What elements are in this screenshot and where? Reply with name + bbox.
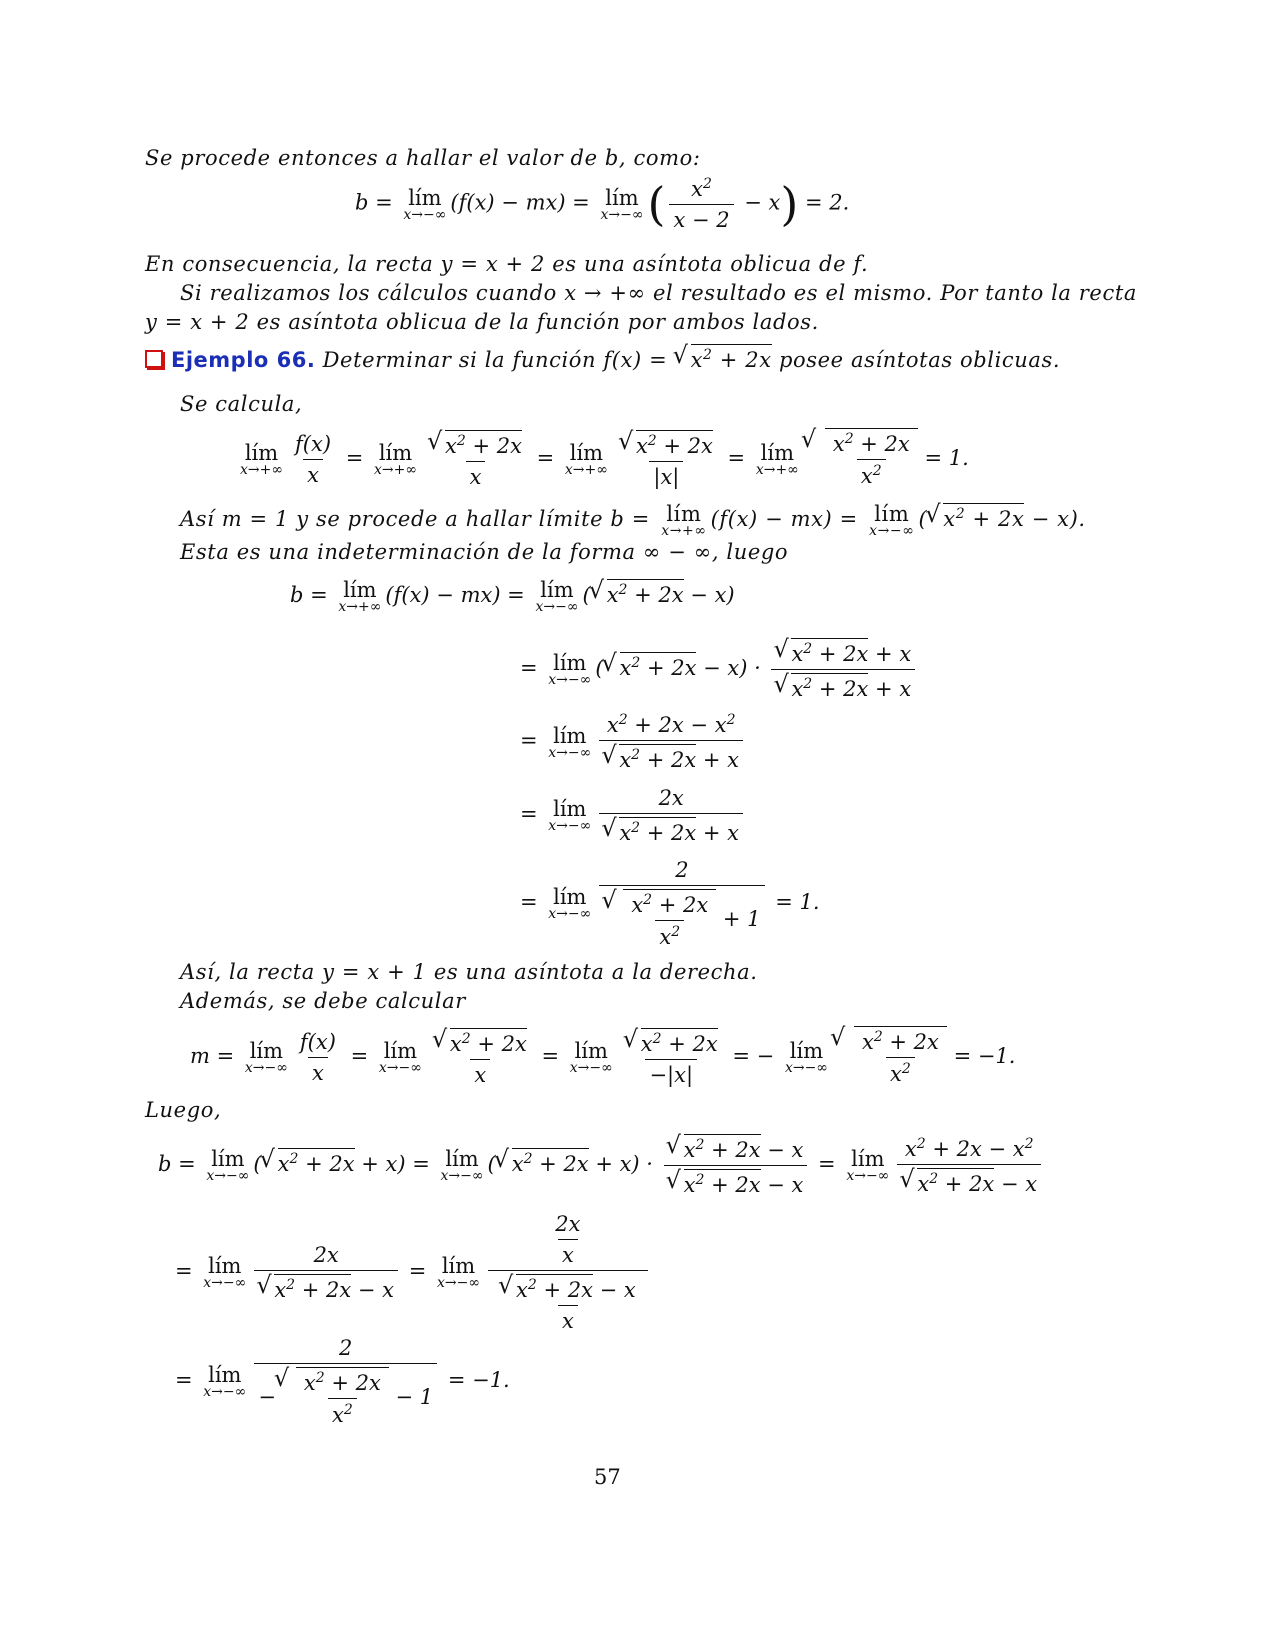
equation-b-left-step1: b = lím x→−∞ (√ $x^2 + 2x + x$) = lím x→−∞ (√ $x^2 + 2x + x$) · √ $x^2 + 2x - x$ √ $x^2 + 2x - x$ = lím x→−∞ $x^2 + 2x - x^2$ √ $x^2 + 2x - x$ bbox=[158, 1134, 1045, 1197]
equation-b-left-step2: = lím x→−∞ 2x √ $x^2 + 2x - x$ = lím x→−∞ $\frac{2x}{x}$ √ $\frac{x^2 + 2x - x}{x}$ bbox=[175, 1212, 652, 1333]
text-line-both-sides: y = x + 2 es asíntota oblicua de la función por ambos lados. bbox=[145, 310, 819, 334]
text-line-indeterminacion: Esta es una indeterminación de la forma ∞ − ∞, luego bbox=[180, 540, 789, 564]
text-line-luego: Luego, bbox=[145, 1098, 222, 1122]
page-number: 57 bbox=[594, 1465, 621, 1489]
example-label: Ejemplo 66. bbox=[171, 348, 316, 372]
example-box-icon bbox=[145, 350, 163, 368]
text-line-intro-b: Se procede entonces a hallar el valor de b, como: bbox=[145, 146, 701, 170]
text-line-ademas: Además, se debe calcular bbox=[180, 989, 466, 1013]
equation-b-step5: = lím x→−∞ 2 √ $\frac{x^2 + 2x}{x^2}$ + 1 = 1. bbox=[520, 858, 820, 949]
equation-b-step4: = lím x→−∞ 2x √ $x^2 + 2x + x$ bbox=[520, 786, 747, 845]
text-line-asintota-derecha: Así, la recta y = x + 1 es una asíntota a la derecha. bbox=[180, 960, 758, 984]
text-line-se-calcula: Se calcula, bbox=[180, 392, 303, 416]
equation-m-right: lím x→+∞ $\frac{f(x)}{x}$ = lím x→+∞ √ $\frac{x^2 + 2x}{x}$ = lím x→+∞ √ $\frac{x^2 + 2x}{|x|}$ = lím x→+∞ √ $\frac{x^2 + 2x}{x^2}$ = 1. bbox=[236, 428, 969, 489]
equation-b-step1: b = lím x→+∞ (f(x) − mx) = lím x→−∞ (√ $x^2 + 2x - x$) bbox=[290, 578, 735, 615]
equation-m-left: m = lím x→−∞ $\frac{f(x)}{x}$ = lím x→−∞ √ $\frac{x^2 + 2x}{x}$ = lím x→−∞ √ $\frac{x^2 + 2x}{-|x|}$ = − lím x→−∞ √ $\frac{x^2 + 2x}{x^2}$ = −1. bbox=[190, 1026, 1015, 1087]
text-line-consequence: En consecuencia, la recta y = x + 2 es una asíntota oblicua de f. bbox=[145, 252, 869, 276]
text-line-realizamos: Si realizamos los cálculos cuando x → +∞ el resultado es el mismo. Por tanto la recta bbox=[180, 281, 1137, 305]
example-heading: Ejemplo 66. Determinar si la función f(x) = √ $x^2 + 2x$ posee asíntotas oblicuas. bbox=[145, 344, 1060, 372]
equation-b-first: b = lím x→−∞ (f(x) − mx) = lím x→−∞ ( $\frac{x^2}{x - 2}$ − x) = 2. bbox=[355, 176, 850, 232]
equation-b-left-step3: = lím x→−∞ 2 − √ $\frac{x^2 + 2x}{x^2}$ − 1 = −1. bbox=[175, 1336, 510, 1427]
equation-b-step2: = lím x→−∞ (√ $x^2 + 2x - x$) · √ $x^2 + 2x + x$ √ $x^2 + 2x + x$ bbox=[520, 638, 919, 701]
equation-b-step3: = lím x→−∞ $x^2 + 2x - x^2$ √ $x^2 + 2x + x$ bbox=[520, 712, 747, 772]
text-line-asi-m: Así m = 1 y se procede a hallar límite b = lím x→+∞ (f(x) − mx) = lím x→−∞ (√ $x^2 + 2x - x$). bbox=[180, 502, 1086, 539]
